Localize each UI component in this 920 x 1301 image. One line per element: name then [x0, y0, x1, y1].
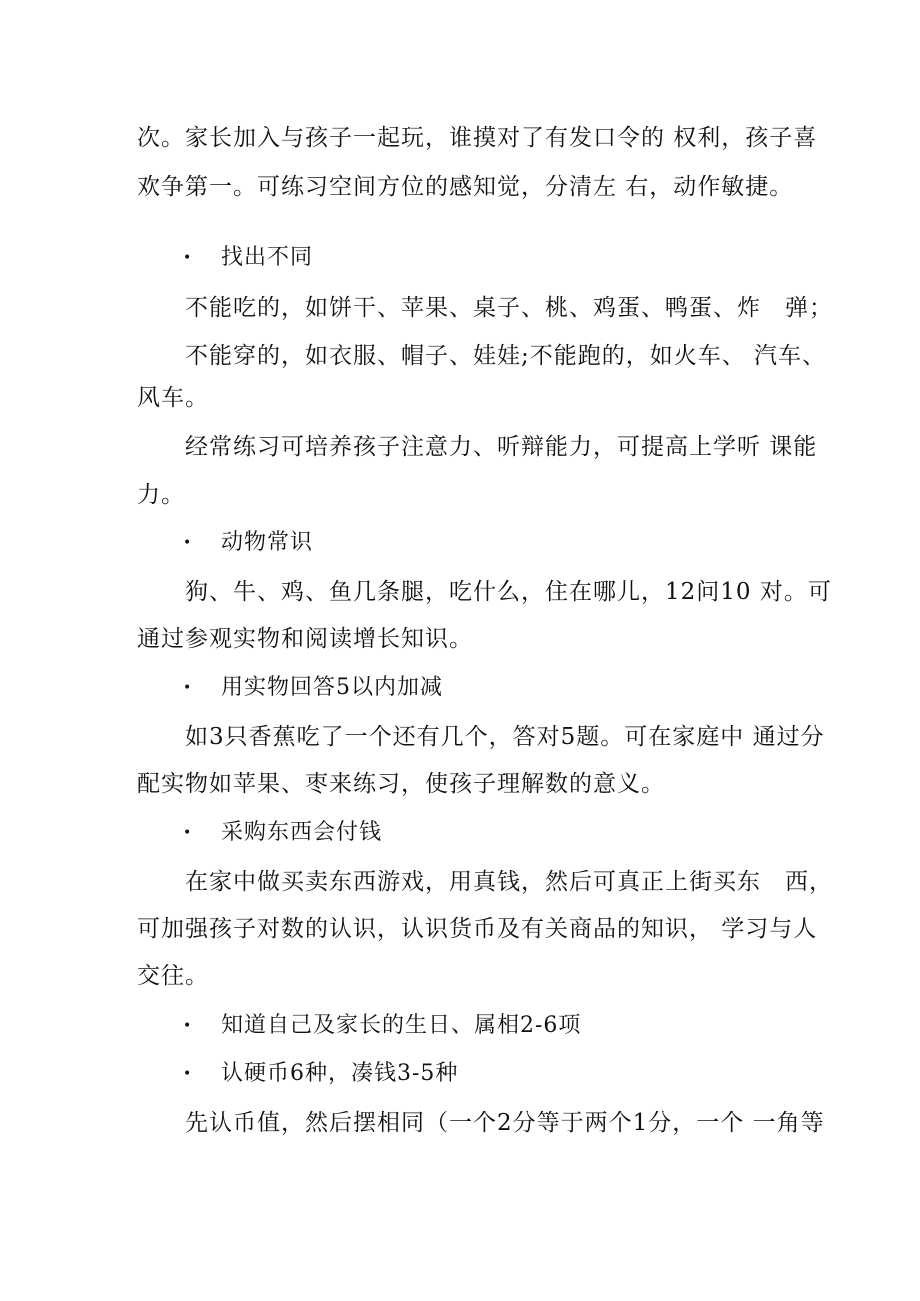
- paragraph-5-line-1: 如3只香蕉吃了一个还有几个，答对5题。可在家庭中 通过分: [185, 724, 825, 750]
- paragraph-6-line-1: 在家中做买卖东西游戏，用真钱，然后可真正上街买东 西，: [185, 869, 833, 895]
- bullet-item-birthday-zodiac: [183, 1011, 581, 1041]
- bullet-label: 知道自己及家长的生日、属相2-6项: [221, 1013, 582, 1038]
- bullet-icon: •: [183, 250, 193, 266]
- paragraph-1-line-2: 欢争第一。可练习空间方位的感知觉，分清左 右，动作敏捷。: [137, 174, 794, 200]
- paragraph-2-line-1: 不能吃的，如饼干、苹果、桌子、桃、鸡蛋、鸭蛋、炸 弹；: [185, 295, 833, 321]
- bullet-label: 采购东西会付钱: [221, 820, 383, 845]
- paragraph-4-line-2: 通过参观实物和阅读增长知识。: [137, 626, 473, 652]
- bullet-item-find-differences: [183, 243, 313, 273]
- bullet-label: 找出不同: [221, 245, 314, 270]
- bullet-item-shopping-payment: [183, 818, 382, 848]
- paragraph-7-line-1: 先认币值，然后摆相同（一个2分等于两个1分，一个 一角等: [185, 1110, 825, 1136]
- paragraph-2-line-3: 风车。: [137, 385, 209, 411]
- bullet-item-animal-knowledge: [183, 528, 313, 558]
- paragraph-3-line-2: 力。: [137, 482, 185, 508]
- paragraph-6-line-3: 交往。: [137, 963, 209, 989]
- bullet-label: 用实物回答5以内加减: [221, 675, 443, 700]
- paragraph-5-line-2: 配实物如苹果、枣来练习，使孩子理解数的意义。: [137, 771, 665, 797]
- bullet-label: 认硬币6种，凑钱3-5种: [221, 1061, 459, 1086]
- paragraph-6-line-2: 可加强孩子对数的认识，认识货币及有关商品的知识， 学习与人: [137, 916, 818, 942]
- paragraph-2-line-2: 不能穿的，如衣服、帽子、娃娃;不能跑的，如火车、 汽车、: [185, 343, 827, 369]
- bullet-icon: •: [183, 825, 193, 841]
- bullet-item-addition-subtraction: [183, 673, 443, 703]
- bullet-icon: •: [183, 535, 193, 551]
- bullet-icon: •: [183, 1018, 193, 1034]
- bullet-icon: •: [183, 1066, 193, 1082]
- bullet-label: 动物常识: [221, 530, 314, 555]
- paragraph-3-line-1: 经常练习可培养孩子注意力、听辩能力，可提高上学听 课能: [185, 434, 818, 460]
- paragraph-4-line-1: 狗、牛、鸡、鱼几条腿，吃什么，住在哪儿，12问10 对。可: [185, 579, 832, 605]
- paragraph-1-line-1: 次。家长加入与孩子一起玩，谁摸对了有发口令的 权利，孩子喜: [137, 125, 818, 151]
- bullet-icon: •: [183, 680, 193, 696]
- bullet-item-coins: [183, 1059, 458, 1089]
